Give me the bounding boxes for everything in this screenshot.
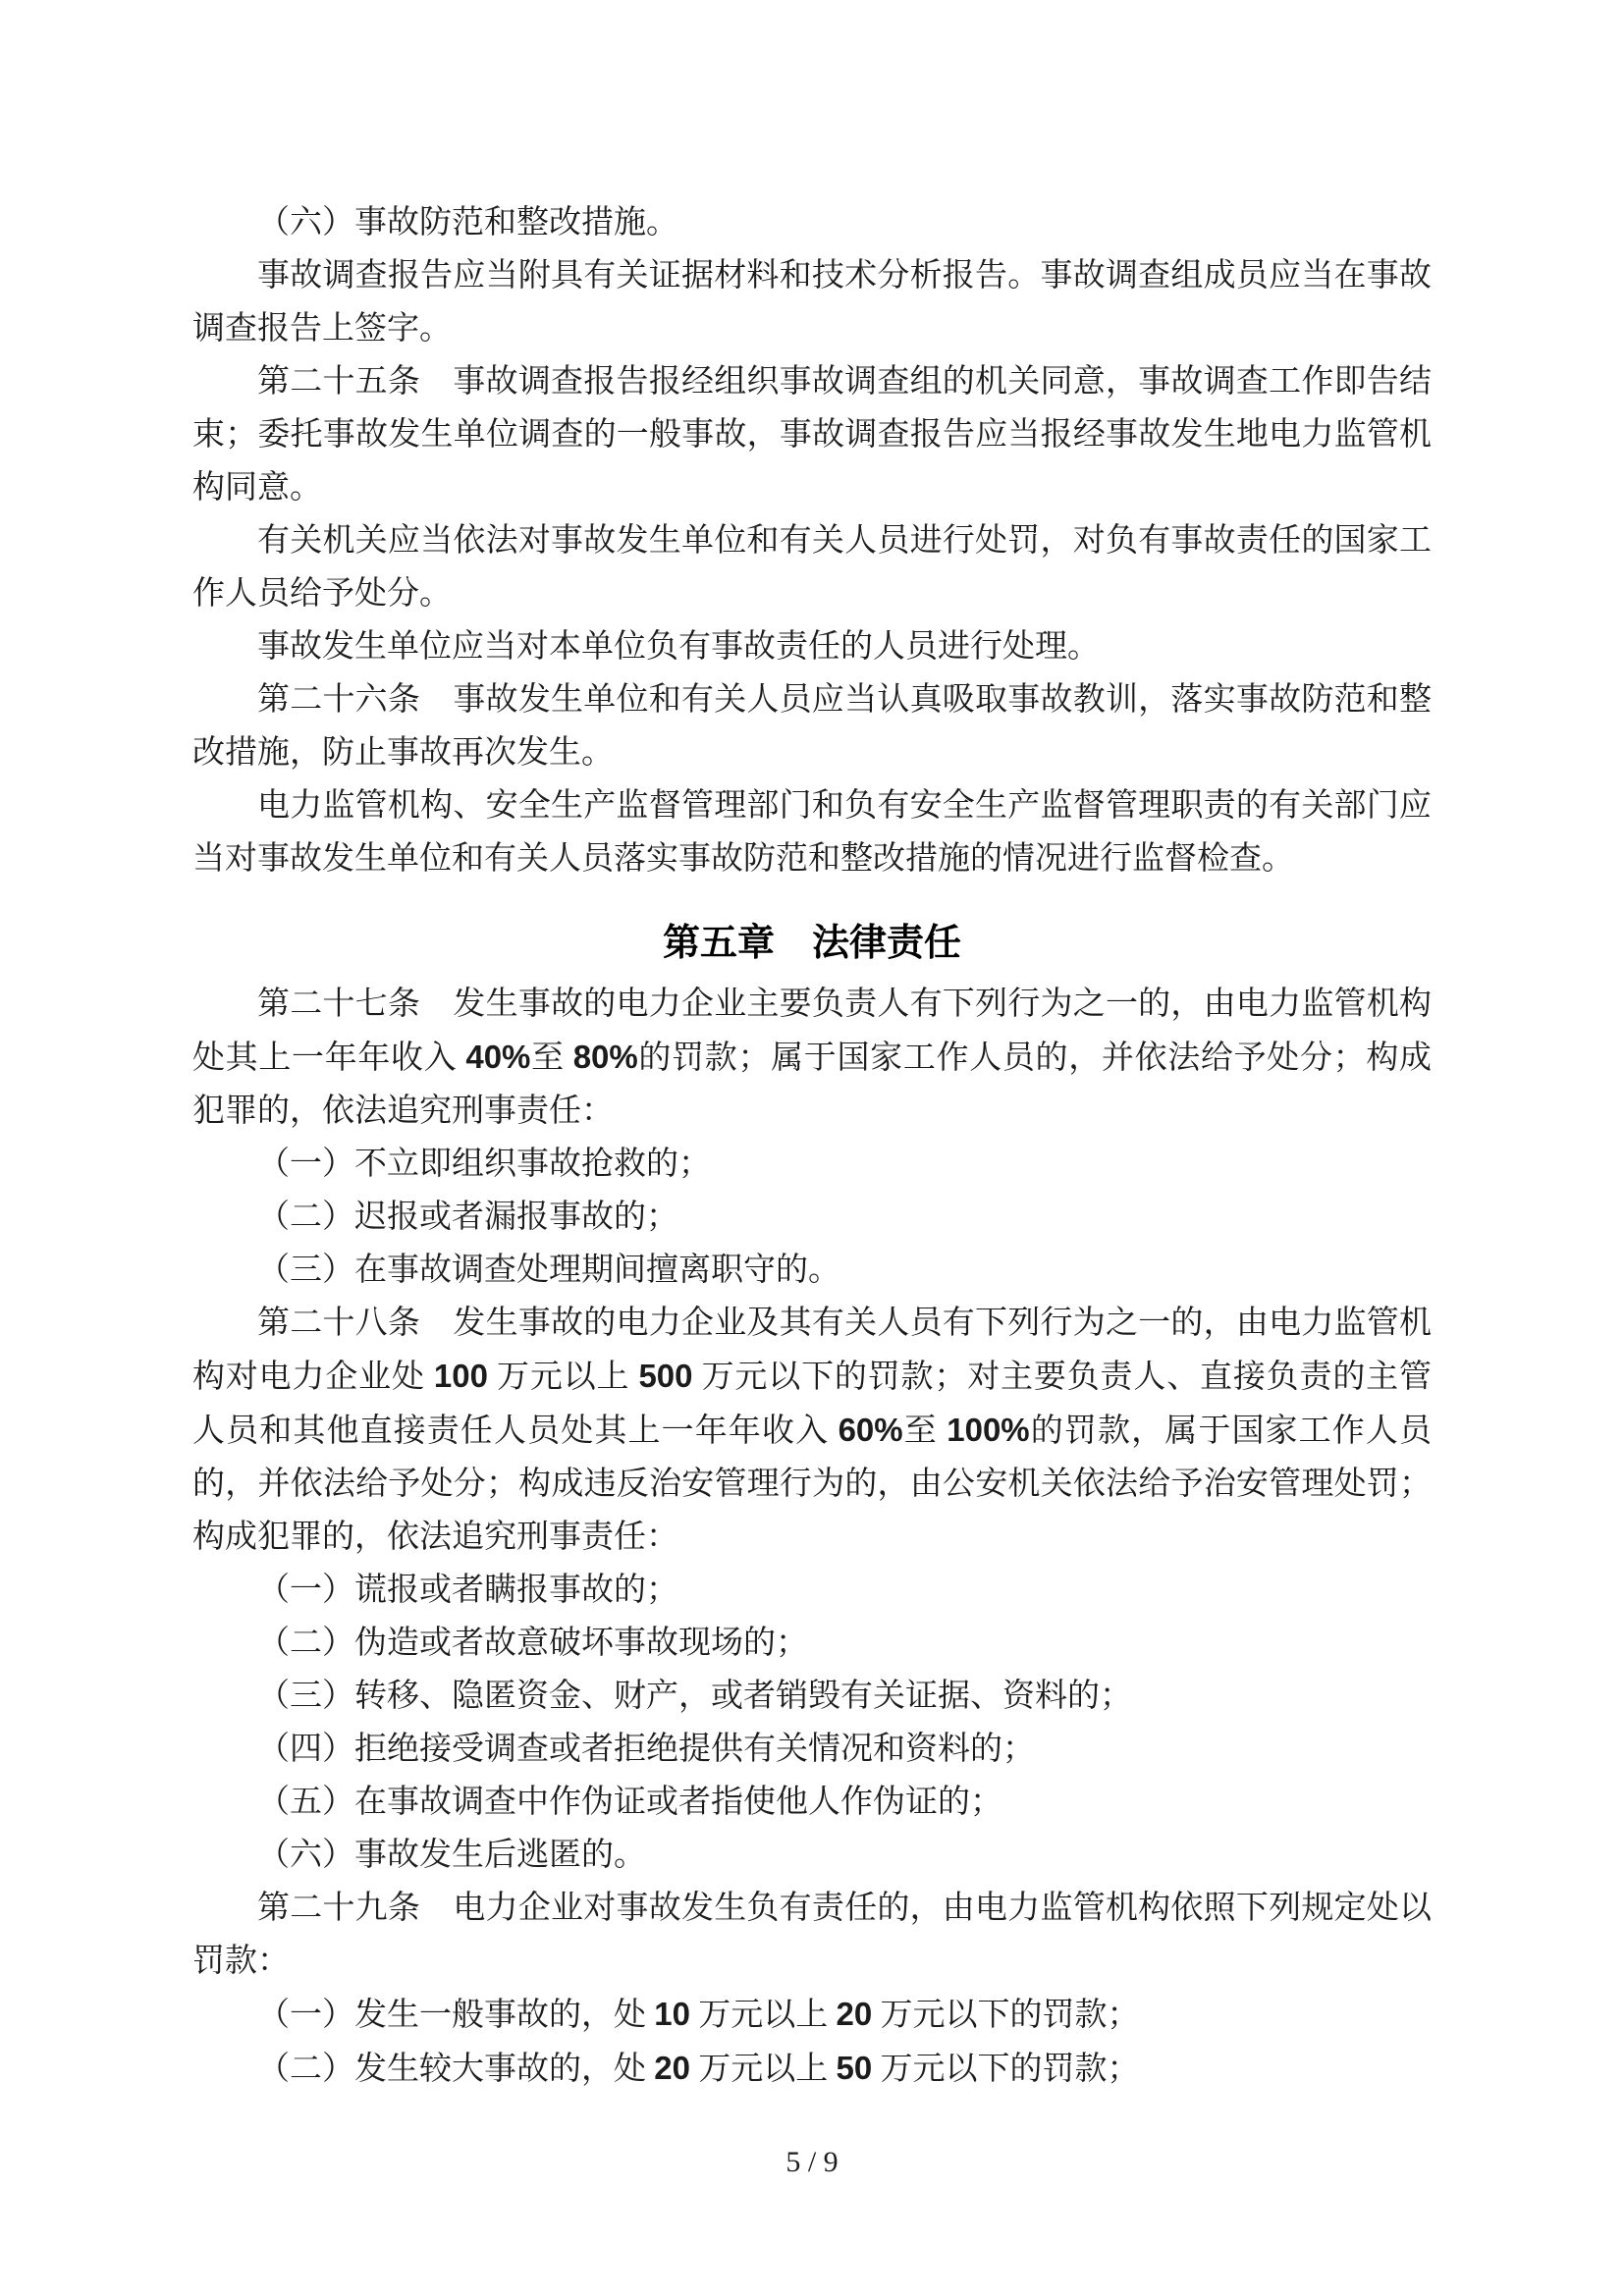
page-number: 5 / 9 [785, 2146, 839, 2178]
paragraph-article-26: 第二十六条 事故发生单位和有关人员应当认真吸取事故教训，落实事故防范和整改措施，防止事故再次发生。 [192, 682, 1432, 771]
paragraph: 电力监管机构、安全生产监督管理部门和负有安全生产监督管理职责的有关部门应当对事故发生单位和有关人员落实事故防范和整改措施的情况进行监督检查。 [192, 788, 1432, 877]
numeric-value: 50 [836, 2050, 873, 2086]
numeric-value: 10 [654, 1996, 690, 2032]
list-item: （三）转移、隐匿资金、财产，或者销毁有关证据、资料的； [257, 1679, 1132, 1714]
numeric-value: 80% [572, 1039, 638, 1075]
paragraph: 事故发生单位应当对本单位负有事故责任的人员进行处理。 [257, 629, 1100, 665]
paragraph: 有关机关应当依法对事故发生单位和有关人员进行处罚，对负有事故责任的国家工作人员给予处分。 [192, 523, 1432, 612]
list-item: （六）事故发生后逃匿的。 [257, 1838, 646, 1873]
list-item: （一）谎报或者瞒报事故的； [257, 1573, 678, 1608]
list-item: （四）拒绝接受调查或者拒绝提供有关情况和资料的； [257, 1732, 1035, 1767]
list-item: （二）伪造或者故意破坏事故现场的； [257, 1626, 808, 1661]
numeric-value: 20 [836, 1996, 873, 2032]
list-item: （一）发生一般事故的，处 10 万元以上 20 万元以下的罚款； [257, 1996, 1140, 2033]
list-item: （三）在事故调查处理期间擅离职守的。 [257, 1253, 840, 1288]
list-item: （二）发生较大事故的，处 20 万元以上 50 万元以下的罚款； [257, 2050, 1140, 2087]
numeric-value: 40% [465, 1039, 531, 1075]
numeric-value: 100% [947, 1412, 1030, 1448]
paragraph-article-28: 第二十八条 发生事故的电力企业及其有关人员有下列行为之一的，由电力监管机构对电力企业处 100 万元以上 500 万元以下的罚款；对主要负责人、直接负责的主管人员和其他直接责任人员处其上一年年收入 60%至 100%的罚款，属于国家工作人员的，并依法给予处分；构成违反治安管理行为的，由公安机关依法给予治安管理处罚；构成犯罪的，依法追究刑事责任： [192, 1306, 1433, 1555]
paragraph: 事故调查报告应当附具有关证据材料和技术分析报告。事故调查组成员应当在事故调查报告上签字。 [192, 258, 1432, 347]
numeric-value: 500 [638, 1358, 693, 1394]
list-item: （一）不立即组织事故抢救的； [257, 1147, 711, 1182]
numeric-value: 60% [838, 1412, 903, 1448]
document-body [192, 196, 1432, 2096]
numeric-value: 100 [433, 1358, 488, 1394]
paragraph: （六）事故防范和整改措施。 [257, 205, 678, 240]
list-item: （二）迟报或者漏报事故的； [257, 1200, 678, 1235]
paragraph-article-25: 第二十五条 事故调查报告报经组织事故调查组的机关同意，事故调查工作即告结束；委托事故发生单位调查的一般事故，事故调查报告应当报经事故发生地电力监管机构同意。 [192, 364, 1432, 506]
paragraph-article-27: 第二十七条 发生事故的电力企业主要负责人有下列行为之一的，由电力监管机构处其上一年年收入 40%至 80%的罚款；属于国家工作人员的，并依法给予处分；构成犯罪的，依法追究刑事责任： [192, 987, 1433, 1129]
paragraph-article-29: 第二十九条 电力企业对事故发生负有责任的，由电力监管机构依照下列规定处以罚款： [192, 1891, 1432, 1979]
list-item: （五）在事故调查中作伪证或者指使他人作伪证的； [257, 1785, 1002, 1820]
chapter-heading: 第五章 法律责任 [662, 923, 961, 964]
numeric-value: 20 [654, 2050, 690, 2086]
